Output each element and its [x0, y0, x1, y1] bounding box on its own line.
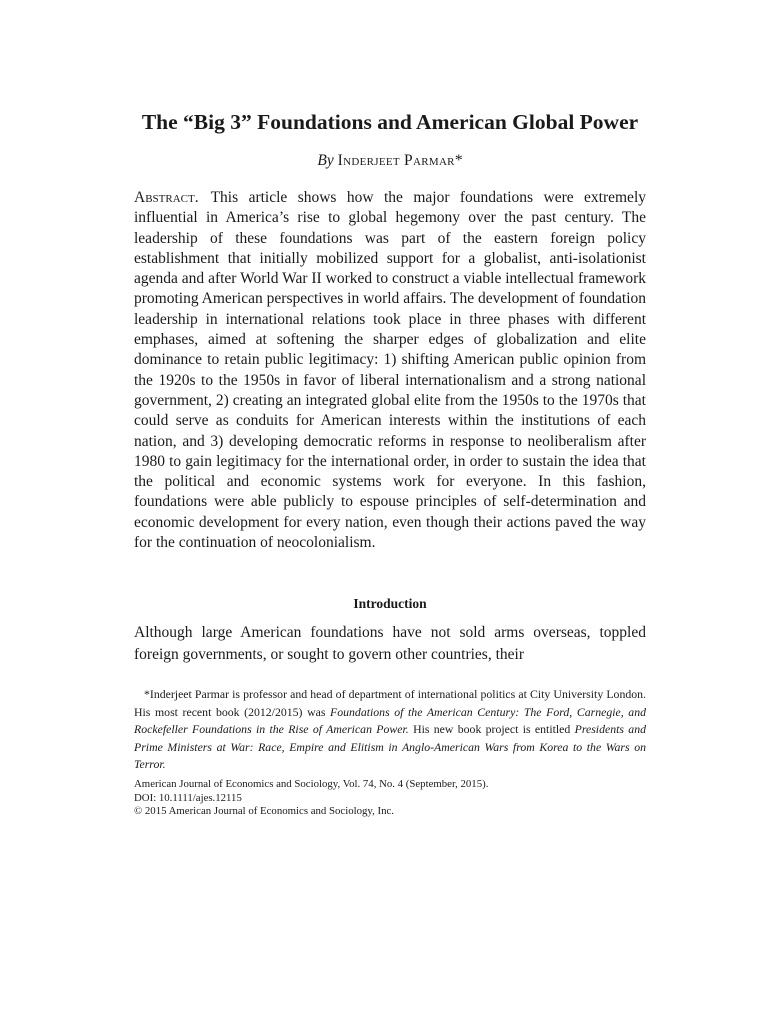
journal-info: [134, 778, 646, 818]
abstract: [134, 188, 646, 553]
footnote-book-title-2: Presidents and Prime Ministers at War: Race, Empire and Elitism in Anglo-American Wars from Korea to the Wars on Terror.: [134, 722, 647, 771]
section-heading-introduction: Introduction: [353, 596, 427, 612]
abstract-label: Abstract.: [134, 189, 199, 206]
footnote-book-title-1: Foundations of the American Century: The Ford, Carnegie, and Rockefeller Foundations in the Rise of American Power.: [134, 704, 646, 737]
author-footnote: [134, 686, 646, 773]
introduction-paragraph: Although large American foundations have not sold arms overseas, toppled foreign governments, or sought to govern other countries, their: [134, 624, 646, 664]
byline-by: By: [317, 152, 334, 169]
footnote-text-1: *Inderjeet Parmar is professor and head of department of international politics at City University London. His most recent book (2012/2015) was: [134, 687, 646, 719]
article-page: [134, 0, 646, 819]
journal-citation: American Journal of Economics and Sociology, Vol. 74, No. 4 (September, 2015).: [134, 778, 489, 791]
byline: [134, 151, 646, 171]
footnote-marker: *: [454, 152, 463, 169]
abstract-text: This article shows how the major foundations were extremely influential in America’s rise to global hegemony over the past century. The leadership of these foundations was part of the eastern foreign policy establishment that initially mobilized support for a globalist, anti-isolationist agenda and after World War II worked to construct a viable intellectual framework promoting American perspectives in world affairs. The development of foundation leadership in international relations took place in three phases with different emphases, aimed at softening the sharper edges of globalization and elite dominance to retain public legitimacy: 1) shifting American public opinion from the 1920s to the 1950s in favor of liberal internationalism and a strong national government, 2) creating an integrated global elite from the 1950s to the 1970s that could serve as conduits for American interests within the institutions of each nation, and 3) developing democratic reforms in response to neoliberalism after 1980 to gain legitimacy for the international order, in order to sustain the idea that the political and economic systems work for everyone. In this fashion, foundations were able publicly to espouse principles of self-determination and economic development for every nation, even though their actions paved the way for the continuation of neocolonialism.: [134, 189, 646, 552]
footnote-text-2: His new book project is entitled: [408, 722, 575, 737]
article-title: The “Big 3” Foundations and American Global Power: [141, 110, 639, 134]
journal-doi: DOI: 10.1111/ajes.12115: [134, 791, 242, 804]
author-name: Inderjeet Parmar: [337, 152, 455, 169]
journal-copyright: © 2015 American Journal of Economics and Sociology, Inc.: [134, 805, 394, 818]
